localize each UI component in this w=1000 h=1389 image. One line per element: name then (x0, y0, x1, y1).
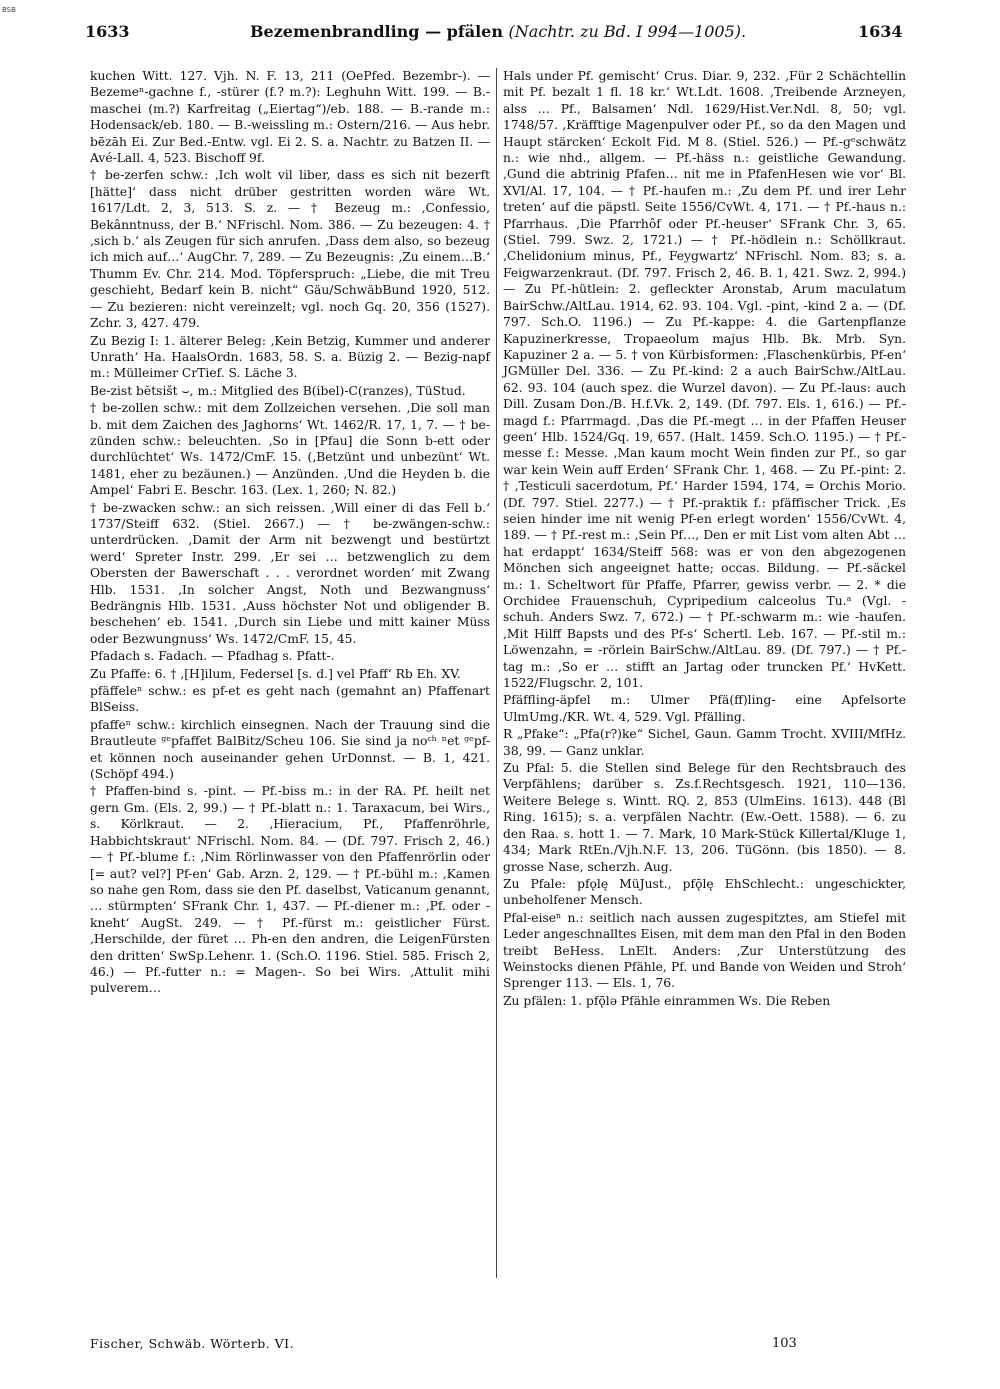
entry-paragraph: Hals under Pf. gemischt‘ Crus. Diar. 9, 232. ‚Für 2 Schächtellin mit Pf. bezalt 1 fl. 18 kr.‘ Wt.Ldt. 1608. ‚Treibende Arzneyen, alss … Pf., Balsamen‘ Ndl. 1629/Hist.Ver.Ndl. 8, 50; vgl. 1748/57. ‚Kräfftige Magenpulver oder Pf., so da den Magen und Haupt stärcken‘ Eckolt Fid. M 8. (Stiel. 526.) — Pf.-gᵉschwätz n.: wie nhd., allgem. — Pf.-häss n.: geistliche Gewandung. ‚Gund die abtrinig Pfafen… nit me in PfafenHesen wie vor‘ Bl. XVI/Al. 17, 104. — † Pf.-haufen m.: ‚Zu dem Pf. und irer Lehr treten‘ auf die päpstl. Seite 1556/CvWt. 4, 171. — † Pf.-haus n.: Pfarrhaus. ‚Die Pfarrhôf oder Pf.-heuser‘ SFrank Chr. 3, 65. (Stiel. 799. Swz. 2, 1721.) — † Pf.-hödlein n.: Schöllkraut. ‚Chelidonium minus, Pf., Feygwartz‘ NFrischl. Nom. 83; s. a. Feigwarzenkraut. (Df. 797. Frisch 2, 46. B. 1, 421. Swz. 2, 994.) — Zu Pf.-hütlein: 2. gefleckter Aronstab, Arum maculatum BairSchw./AltLau. 1914, 62. 93. 104. Vgl. -pint, -kind 2 a. — (Df. 797. Sch.O. 1196.) — Zu Pf.-kappe: 4. die Gartenpflanze Kapuzinerkresse, Tropaeolum majus Hlb. Bk. Mrb. Syn. Kapuziner 2 a. — 5. † von Kürbisformen: ‚Flaschenkürbis, Pf-en‘ JGMüller Del. 336. — Zu Pf.-kind: 2 a auch BairSchw./AltLau. 62. 93. 104 (auch spez. die Wurzel davon). — Zu Pf.-laus: auch Dill. Zusam Don./B. H.f.Vk. 2, 149. (Df. 797. Els. 1, 616.) — Pf.-magd f.: Pfarrmagd. ‚Das die Pf.-megt … in der Pfaffen Heuser geen‘ Hlb. 1524/Gq. 19, 657. (Halt. 1459. Sch.O. 1195.) — † Pf.-messe f.: Messe. ‚Man kaum mocht Wein finden zur Pf., so gar war kein Wein auff Erden‘ SFrank Chr. 1, 468. — Zu Pf.-pint: 2. † ‚Testiculi sacerdotum, Pf.‘ Harder 1594, 174, = Orchis Morio. (Df. 797. Stiel. 2277.) — † Pf.-praktik f.: pfäffischer Trick. ‚Es seien hinder ime nit wenig Pf-en erlegt worden‘ 1556/CvWt. 4, 189. — † Pf.-rest m.: ‚Sein Pf…, Den er mit List vom alten Abt … hat erdappt‘ 1634/Steiff 568: was er von den abgezogenen Mönchen sich angeeignet hatte; occas. Bildung. — Pf.-säckel m.: 1. Scheltwort für Pfaffe, Pfarrer, gewiss verbr. — 2. * die Orchidee Frauenschuh, Cypripedium calceolus Tu.ᵃ (Vgl. -schuh. Anders Swz. 7, 672.) — † Pf.-schwarm m.: wie -haufen. ‚Mit Hilff Bapsts und des Pf-s‘ Schertl. Leb. 167. — Pf.-stil m.: Löwenzahn, = -rörlein BairSchw./AltLau. 89. (Df. 797.) — † Pf.-tag m.: ‚So er … stifft an Jartag oder truncken Pf.‘ HvKett. 1522/Flugschr. 2, 101. (503, 69, 906, 691)
entry-paragraph: Zu Bezig I: 1. älterer Beleg: ‚Kein Betzig, Kummer und anderer Unrath‘ Ha. HaalsOrdn. 1683, 58. S. a. Büzig 2. — Bezig-napf m.: Mülleimer CrTief. S. Läche 3. (90, 333, 490, 381)
right-column (503, 68, 906, 1010)
library-stamp: BSB (2, 6, 16, 14)
entry-paragraph: † Pfaffen-bind s. -pint. — Pf.-biss m.: in der RA. Pf. heilt net gern Gm. (Els. 2, 99.) — † Pf.-blatt n.: 1. Taraxacum, bei Wirs., s. Körlkraut. — 2. ‚Hieracium, Pf., Pfaffenröhrle, Habbichtskraut‘ NFrischl. Nom. 84. — (Df. 797. Frisch 2, 46.) — † Pf.-blume f.: ‚Nim Rörlinwasser von den Pfaffenrörlin oder [= aut? vel?] Pf-en‘ Gab. Arzn. 2, 129. — † Pf.-bühl m.: ‚Kamen so nahe gen Rom, dass sie den Pf. daselbst, Vaticanum genannt, … stürmpten‘ SFrank Chr. 1, 437. — Pf.-diener m.: ‚Pf. oder -kneht‘ AugSt. 249. — † Pf.-fürst m.: geistlicher Fürst. ‚Herschilde, der füret … Ph-en den andren, die LeigenFürsten den dritten‘ SwSp.Lehenr. 1. (Sch.O. 1196. Stiel. 585. Frisch 2, 46.) — Pf.-futter n.: = Magen-. So bei Wirs. ‚Attulit mihi pulverem… (90, 784, 490, 996)
entry-paragraph: Zu Pfaffe: 6. † ‚[H]ilum, Federsel [s. d.] vel Pfaff‘ Rb Eh. XV. (90, 666, 461, 681)
entry-paragraph: Zu Pfal: 5. die Stellen sind Belege für den Rechtsbrauch des Verpfählens; darüber s. Zs.f.Rechtsgesch. 1921, 110—136. Weitere Belege s. Wintt. RQ. 2, 853 (UlmEins. 1613). 448 (Bl Ring. 1615); s. a. verpfälen Nachtr. (Ew.-Oett. 1588). — 6. zu den Raa. s. hott 1. — 7. Mark, 10 Mark-Stück Killertal/Kluge 1, 434; Mark RtEn./Vjh.N.F. 13, 206. TüGönn. (bis 1850). — 8. grosse Nase, scherzh. Aug. (503, 761, 906, 874)
entry-paragraph: Pfadach s. Fadach. — Pfadhag s. Pfatt-. (90, 649, 335, 664)
entry-paragraph: Zu pfälen: 1. pfǭlə Pfähle einrammen Ws. Die Reben (503, 993, 831, 1008)
page-number-right: 1634 (858, 22, 903, 41)
footer-sheet-number: 103 (772, 1336, 797, 1351)
page-number-left: 1633 (85, 22, 130, 41)
column-divider (496, 68, 497, 1278)
entry-paragraph: pfaffeⁿ schw.: kirchlich einsegnen. Nach der Trauung sind die Brautleute ᵍᵉpfaffet BalBitz/Scheu 106. Sie sind ja noᶜʰ ⁿet ᵍᵉpf-et können noch auseinander gehen UrDonnst. — B. 1, 421. (Schöpf 494.) (90, 717, 490, 782)
entry-paragraph: pfäffeleⁿ schw.: es pf-et es geht nach (gemahnt an) Pfaffenart BlSeiss. (90, 684, 490, 715)
running-head (250, 22, 746, 41)
entry-paragraph: † be-zollen schw.: mit dem Zollzeichen versehen. ‚Die soll man b. mit dem Zaichen des Jaghorns‘ Wt. 1462/R. 17, 1, 7. — † be-zünden schw.: beleuchten. ‚So in [Pfau] die Sonn b-ett oder durchlüchtet‘ Ws. 1472/CmF. 15. (‚Betzünt und unbezünt‘ Wt. 1481, eher zu bezäunen.) — Anzünden. ‚Und die Heyden b. die Ampel‘ Fabri E. Beschr. 163. (Lex. 1, 260; N. 82.) (90, 401, 490, 498)
entry-paragraph: Be-zist bĕtsišt ⌣, m.: Mitglied des B(ibel)-C(ranzes), TüStud. (90, 383, 466, 398)
entry-paragraph: Pfal-eiseⁿ n.: seitlich nach aussen zugespitztes, am Stiefel mit Leder angeschnalltes Eisen, mit dem man den Pfal in den Boden treibt BeHess. LnElt. Anders: ‚Zur Unterstützung des Weinstocks dienen Pfähle, Pf. und Bande von Weiden und Stroh‘ Sprenger 113. — Els. 1, 76. (503, 910, 906, 991)
entry-paragraph: † be-zerfen schw.: ‚Ich wolt vil liber, dass es sich nit bezerft [hätte]‘ dass nicht drüber gestritten worden wäre Wt. 1617/Ldt. 2, 3, 513. S. z. — † Bezeug m.: ‚Confessio, Bekânntnuss, der B.‘ NFrischl. Nom. 386. — Zu bezeugen: 4. † ‚sich b.‘ als Zeugen für sich anrufen. ‚Dass dem also, so bezeug ich mich auf…‘ AugChr. 7, 289. — Zu Bezeugnis: ‚Zu einem…B.‘ Thumm Ev. Chr. 214. Mod. Töpferspruch: „Liebe, die mit Treu geschieht, Bedarf kein B. nicht“ Gäu/SchwäbBund 1920, 512. — Zu bezieren: nicht vereinzelt; vgl. noch Gq. 20, 356 (1527). Zchr. 3, 427. 479. (90, 168, 490, 331)
entry-paragraph: kuchen Witt. 127. Vjh. N. F. 13, 211 (OePfed. Bezembr-). — Bezemeⁿ-gachne f., -stürer (f.? m.?): Leghuhn Witt. 199. — B.-maschei (m.?) Karfreitag („Eiertag“)/eb. 188. — B.-rande m.: Hodensack/eb. 180. — B.-weissling m.: Ostern/216. — Aus hebr. bēzāh Ei. Zur Bed.-Entw. vgl. Ei 2. S. a. Nachtr. zu Batzen II. — Avé-Lall. 4, 523. Bischoff 9f. (90, 69, 490, 166)
running-head-subtitle: (Nachtr. zu Bd. I 994—1005). (508, 22, 747, 41)
entry-paragraph: † be-zwacken schw.: an sich reissen. ‚Will einer di das Fell b.‘ 1737/Steiff 632. (Stiel. 2667.) — † be-zwängen-schw.: unterdrücken. ‚Damit der Arm nit bezwengt und bestürtzt werd‘ Spreter Instr. 299. ‚Er sei … betzwenglich zu dem Obersten der Bawerschaft . . . verordnet worden‘ mit Zwang Hlb. 1531. ‚In solcher Angst, Noth und Bezwangnuss‘ Bedrängnis Hlb. 1531. ‚Auss höchster Not und obligender B. beschehen‘ eb. 1541. ‚Durch sin Liebe und mitt kainer Müss oder Bezwungnuss‘ Ws. 1472/CmF. 15, 45. (90, 500, 490, 646)
entry-paragraph: Pfäffling-äpfel m.: Ulmer Pfä(ff)ling- eine Apfelsorte UlmUmg./KR. Wt. 4, 529. Vgl. Pfälling. (503, 693, 906, 724)
footer-work-title: Fischer, Schwäb. Wörterb. VI. (90, 1336, 295, 1351)
entry-paragraph: R „Pfake“: „Pfa(r?)ke“ Sichel, Gaun. Gamm Trocht. XVIII/MfHz. 38, 99. — Ganz unklar. (503, 727, 906, 758)
entry-paragraph: Zu Pfale: pfǫlę MüJust., pfǭlę EhSchlecht.: ungeschickter, unbeholfener Mensch. (503, 876, 906, 908)
running-head-title: Bezemenbrandling — pfälen (250, 22, 503, 41)
left-column (90, 68, 490, 998)
